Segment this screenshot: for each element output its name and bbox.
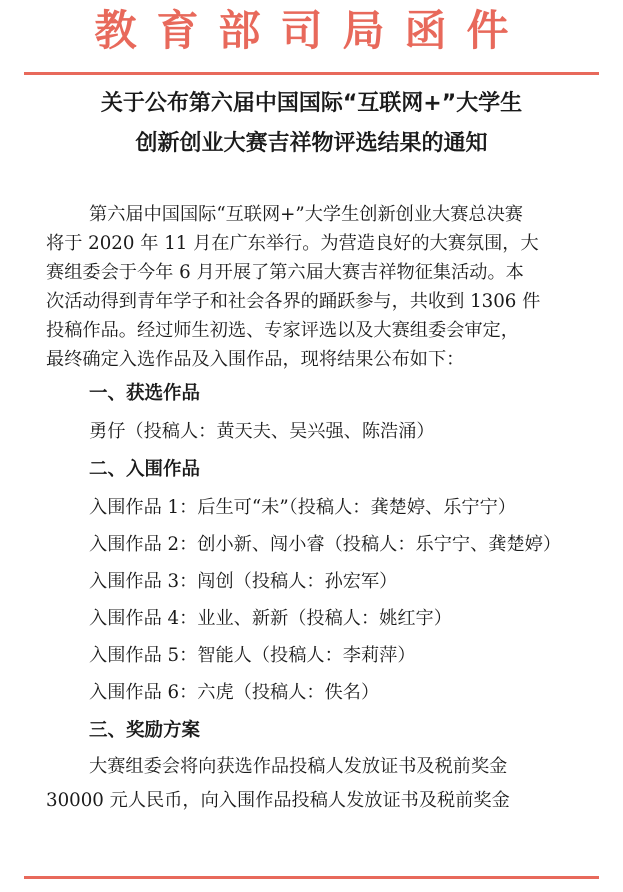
section-heading-selected: 一、获选作品 [89,383,201,404]
document-body [46,200,606,818]
finalist-item: 入围作品 2：创小新、闯小睿（投稿人：乐宁宁、龚楚婷） [89,534,562,555]
intro-line: 次活动得到青年学子和社会各界的踊跃参与，共收到 1306 件 [46,291,541,312]
document-title [0,84,623,164]
section-heading-finalists: 二、入围作品 [89,459,201,480]
finalist-item: 入围作品 4：业业、新新（投稿人：姚红宇） [89,608,452,629]
selected-work: 勇仔（投稿人：黄天夫、吴兴强、陈浩涌） [89,421,435,442]
finalist-item: 入围作品 1：后生可“未”（投稿人：龚楚婷、乐宁宁） [89,497,516,518]
footer-rule [24,876,599,879]
title-line-1: 关于公布第六届中国国际“互联网+”大学生 [100,91,523,116]
finalist-item: 入围作品 5：智能人（投稿人：李莉萍） [89,645,416,666]
intro-line: 将于 2020 年 11 月在广东举行。为营造良好的大赛氛围，大 [46,233,539,254]
letterhead-rule [24,72,599,75]
award-line: 大赛组委会将向获选作品投稿人发放证书及税前奖金 [89,756,508,777]
title-line-2: 创新创业大赛吉祥物评选结果的通知 [135,131,488,156]
intro-line: 第六届中国国际“互联网+”大学生创新创业大赛总决赛 [89,204,523,225]
intro-line: 投稿作品。经过师生初选、专家评选以及大赛组委会审定， [46,320,519,341]
letterhead: 教育部司局函件 [94,6,529,55]
finalist-item: 入围作品 3：闯创（投稿人：孙宏军） [89,571,398,592]
intro-line: 赛组委会于今年 6 月开展了第六届大赛吉祥物征集活动。本 [46,262,524,283]
section-heading-awards: 三、奖励方案 [89,720,201,741]
award-line: 30000 元人民币，向入围作品投稿人发放证书及税前奖金 [46,790,510,811]
intro-line: 最终确定入选作品及入围作品，现将结果公布如下： [46,349,465,370]
finalist-item: 入围作品 6：六虎（投稿人：佚名） [89,682,380,703]
